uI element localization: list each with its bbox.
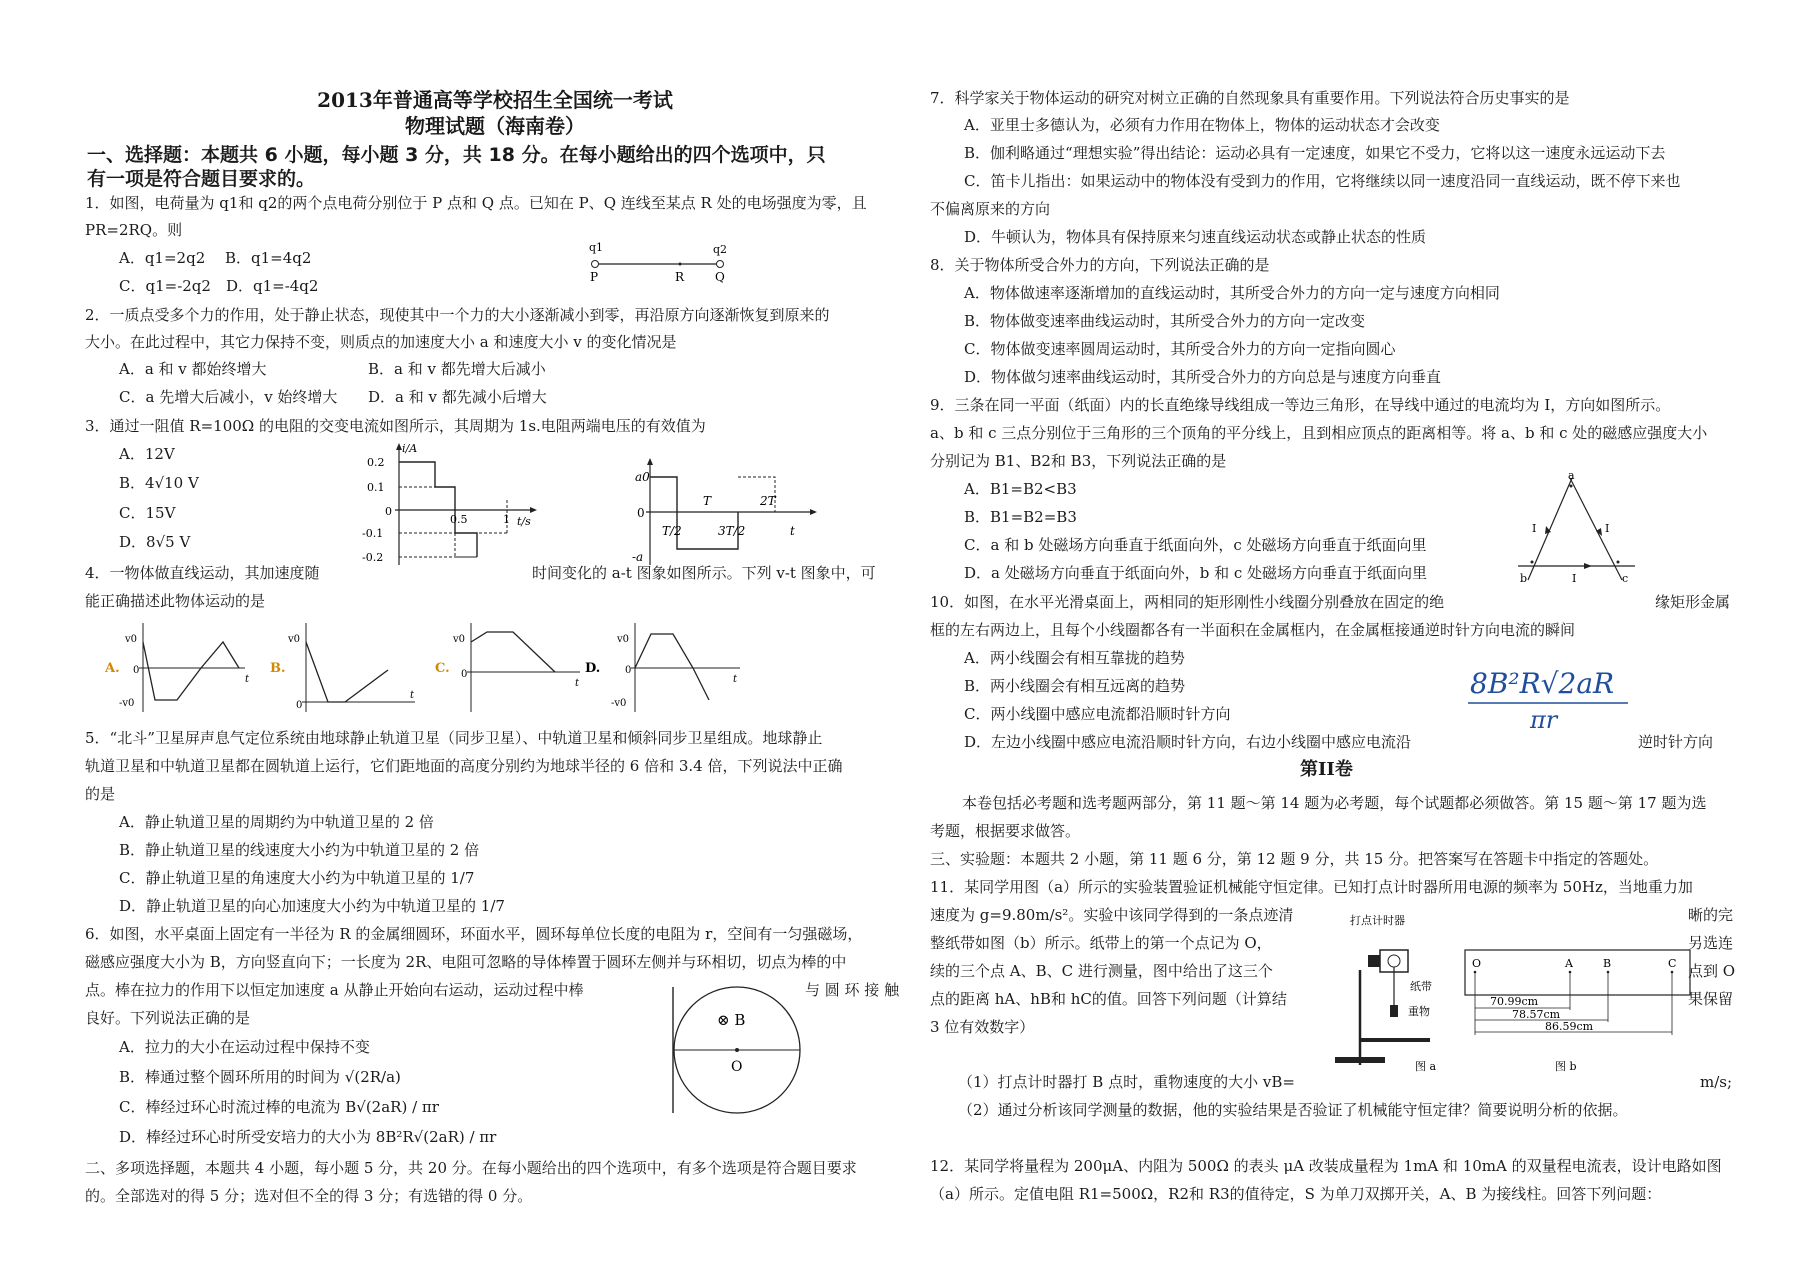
q8-stem: 8．关于物体所受合外力的方向，下列说法正确的是 bbox=[930, 256, 1270, 274]
q1-stem-cont: PR=2RQ。则 bbox=[85, 221, 183, 239]
q10-option-c: C．两小线圈中感应电流都沿顺时针方向 bbox=[964, 705, 1231, 723]
q10-option-b: B．两小线圈会有相互远离的趋势 bbox=[964, 677, 1186, 695]
q4-graph-d bbox=[585, 620, 745, 715]
q9-option-c: C．a 和 b 处磁场方向垂直于纸面向外，c 处磁场方向垂直于纸面向里 bbox=[964, 536, 1427, 554]
q4-label-a0: a0 bbox=[635, 470, 650, 484]
section1-heading: 一、选择题：本题共 6 小题，每小题 3 分，共 18 分。在每小题给出的四个选项中，只 bbox=[87, 144, 826, 166]
q11-stem-cont3-b: 点到 O bbox=[1688, 962, 1736, 980]
q7-option-c: C．笛卡儿指出：如果运动中的物体没有受到力的作用，它将继续以同一速度沿同一直线运动，既不停下来也 bbox=[964, 172, 1681, 190]
q8-option-d: D．物体做匀速率曲线运动时，其所受合外力的方向总是与速度方向垂直 bbox=[964, 368, 1442, 386]
q4-acceleration-graph bbox=[620, 455, 840, 570]
q11-label-tape: 纸带 bbox=[1410, 980, 1432, 993]
q9-stem: 9．三条在同一平面（纸面）内的长直绝缘导线组成一等边三角形，在导线中通过的电流均为 I，方向如图所示。 bbox=[930, 396, 1671, 414]
q10-option-d: D．左边小线圈中感应电流沿顺时针方向，右边小线圈中感应电流沿 bbox=[964, 733, 1412, 751]
q5-option-d: D．静止轨道卫星的向心加速度大小约为中轨道卫星的 1/7 bbox=[119, 897, 505, 915]
q2-option-c: C．a 先增大后减小，v 始终增大 bbox=[119, 388, 338, 406]
q4-label-ma: -a bbox=[632, 550, 644, 564]
q11-label-weight: 重物 bbox=[1408, 1005, 1430, 1018]
q11-sub1: （1）打点计时器打 B 点时，重物速度的大小 vB= bbox=[958, 1073, 1295, 1091]
q11-stem-cont-b: 晰的完 bbox=[1688, 906, 1734, 924]
q4-graph-c bbox=[435, 620, 585, 715]
q4-label-2t: 2T bbox=[760, 494, 776, 508]
q3-tick-05: 0.5 bbox=[450, 513, 468, 526]
q4-graph-d-mv0: -v0 bbox=[611, 698, 627, 709]
q9-option-b: B．B1=B2=B3 bbox=[964, 508, 1077, 526]
q9-option-a: A．B1=B2<B3 bbox=[964, 480, 1077, 498]
q11-stem-cont4: 点的距离 hA、hB和 hC的值。回答下列问题（计算结 bbox=[930, 990, 1287, 1008]
q4-label-taxis: t bbox=[790, 524, 795, 538]
q6-stem-cont2: 点。棒在拉力的作用下以恒定加速度 a 从静止开始向右运动，运动过程中棒 bbox=[85, 981, 584, 999]
q10-option-a: A．两小线圈会有相互靠拢的趋势 bbox=[964, 649, 1185, 667]
q1-stem: 1．如图，电荷量为 q1和 q2的两个点电荷分别位于 P 点和 Q 点。已知在 P、Q 连线至某点 R 处的电场强度为零，且 bbox=[85, 194, 867, 212]
q4-graph-b bbox=[270, 620, 420, 715]
q4-graph-b-label: B. bbox=[270, 661, 286, 676]
q9-label-a: a bbox=[1568, 470, 1575, 482]
q9-triangle-diagram bbox=[1510, 470, 1640, 590]
q11-sub1-unit: m/s; bbox=[1700, 1073, 1733, 1091]
q3-stem: 3．通过一阻值 R=100Ω 的电阻的交变电流如图所示，其周期为 1s.电阻两端电压的有效值为 bbox=[85, 417, 706, 435]
q9-option-d: D．a 处磁场方向垂直于纸面向外，b 和 c 处磁场方向垂直于纸面向里 bbox=[964, 564, 1428, 582]
q3-option-c: C．15V bbox=[119, 504, 176, 522]
q6-option-c: C．棒经过环心时流过棒的电流为 B√(2aR) / πr bbox=[119, 1098, 439, 1116]
q9-stem-cont: a、b 和 c 三点分别位于三角形的三个顶角的平分线上，且到相应顶点的距离相等。将 a、b 和 c 处的磁感应强度大小 bbox=[930, 424, 1708, 442]
q12-stem-cont: （a）所示。定值电阻 R1=500Ω，R2和 R3的值待定，S 为单刀双掷开关，A、B 为接线柱。回答下列问题： bbox=[930, 1185, 1662, 1203]
q1-label-q2: q2 bbox=[713, 243, 728, 256]
q11-stem-cont: 速度为 g=9.80m/s²。实验中该同学得到的一条点迹清 bbox=[930, 906, 1294, 924]
q1-options-ab: A．q1=2q2 B．q1=4q2 bbox=[119, 249, 312, 267]
q4-stem: 4．一物体做直线运动，其加速度随 bbox=[85, 564, 320, 582]
q12-stem: 12．某同学将量程为 200μA、内阻为 500Ω 的表头 μA 改装成量程为 1mA 和 10mA 的双量程电流表，设计电路如图 bbox=[930, 1157, 1722, 1175]
q6-stem-cont2b: 与 圆 环 接 触 bbox=[805, 981, 900, 999]
q11-stem-cont2-b: 另选连 bbox=[1688, 934, 1734, 952]
q2-stem: 2．一质点受多个力的作用，处于静止状态，现使其中一个力的大小逐渐减小到零，再沿原方向逐渐恢复到原来的 bbox=[85, 306, 830, 324]
q11-label-figa: 图 a bbox=[1415, 1060, 1437, 1073]
q4-label-t: T bbox=[703, 494, 712, 508]
q4-graph-a-v0: v0 bbox=[125, 634, 138, 645]
q1-label-p: P bbox=[590, 270, 599, 284]
q4-graph-b-t: t bbox=[410, 690, 415, 701]
q6-field-label: ⊗ B bbox=[717, 1011, 746, 1029]
part2-intro-cont: 考题，根据要求做答。 bbox=[930, 822, 1081, 840]
q8-option-b: B．物体做变速率曲线运动时，其所受合外力的方向一定改变 bbox=[964, 312, 1366, 330]
q4-stem-b: 时间变化的 a-t 图象如图所示。下列 v-t 图象中，可 bbox=[532, 564, 876, 582]
exam-subtitle: 物理试题（海南卷） bbox=[405, 114, 585, 138]
q4-label-3t2: 3T/2 bbox=[718, 524, 746, 538]
q4-graph-a-origin: 0 bbox=[133, 665, 140, 676]
q11-dist-a: 70.99cm bbox=[1490, 995, 1539, 1008]
q1-charge-diagram bbox=[585, 238, 735, 288]
q4-graph-b-v0: v0 bbox=[288, 634, 301, 645]
q2-option-b: B．a 和 v 都先增大后减小 bbox=[368, 360, 546, 378]
q5-option-a: A．静止轨道卫星的周期约为中轨道卫星的 2 倍 bbox=[119, 813, 434, 831]
q9-label-b: b bbox=[1520, 572, 1528, 585]
q4-graph-c-t: t bbox=[575, 678, 580, 689]
q6-stem: 6．如图，水平桌面上固定有一半径为 R 的金属细圆环，环面水平，圆环每单位长度的电阻为 r，空间有一匀强磁场， bbox=[85, 925, 863, 943]
q3-tick-m02: -0.2 bbox=[362, 551, 384, 564]
q11-stem-cont2: 整纸带如图（b）所示。纸带上的第一个点记为 O， bbox=[930, 934, 1272, 952]
q3-tick-01: 0.1 bbox=[367, 481, 385, 494]
q3-tick-m01: -0.1 bbox=[362, 527, 384, 540]
q2-stem-cont: 大小。在此过程中，其它力保持不变，则质点的加速度大小 a 和速度大小 v 的变化情况是 bbox=[85, 333, 677, 351]
q7-option-d: D．牛顿认为，物体具有保持原来匀速直线运动状态或静止状态的性质 bbox=[964, 228, 1427, 246]
q3-tick-02: 0.2 bbox=[367, 456, 385, 469]
q5-stem-cont: 轨道卫星和中轨道卫星都在圆轨道上运行，它们距地面的高度分别约为地球半径的 6 倍和 3.4 倍，下列说法中正确 bbox=[85, 757, 843, 775]
q3-tick-1: 1 bbox=[503, 513, 510, 526]
q4-graph-d-v0: v0 bbox=[617, 634, 630, 645]
section1-heading-cont: 有一项是符合题目要求的。 bbox=[87, 168, 316, 190]
q2-option-a: A．a 和 v 都始终增大 bbox=[119, 360, 267, 378]
q11-tape-c: C bbox=[1668, 957, 1677, 970]
q11-label-figb: 图 b bbox=[1555, 1060, 1577, 1073]
q9-label-c: c bbox=[1622, 572, 1629, 585]
q4-graph-a-t: t bbox=[245, 674, 250, 685]
q7-option-c-cont: 不偏离原来的方向 bbox=[930, 200, 1051, 218]
q9-label-i-left: I bbox=[1532, 522, 1537, 535]
q10-stem-b: 缘矩形金属 bbox=[1655, 593, 1731, 611]
section2-heading-cont: 的。全部选对的得 5 分；选对但不全的得 3 分；有选错的得 0 分。 bbox=[85, 1187, 533, 1205]
q11-stem-cont3: 续的三个点 A、B、C 进行测量，图中给出了这三个 bbox=[930, 962, 1273, 980]
q10-option-d-b: 逆时针方向 bbox=[1638, 733, 1714, 751]
q11-apparatus-diagram bbox=[1320, 910, 1700, 1075]
q5-option-c: C．静止轨道卫星的角速度大小约为中轨道卫星的 1/7 bbox=[119, 869, 475, 887]
q1-label-r: R bbox=[675, 270, 685, 284]
q2-option-d: D．a 和 v 都先减小后增大 bbox=[368, 388, 547, 406]
q6-stem-cont: 磁感应强度大小为 B，方向竖直向下；一长度为 2R、电阻可忽略的导体棒置于圆环左侧并与环相切，切点为棒的中 bbox=[85, 953, 847, 971]
q4-label-origin: 0 bbox=[637, 506, 645, 520]
q11-dist-c: 86.59cm bbox=[1545, 1020, 1594, 1033]
q11-stem: 11．某同学用图（a）所示的实验装置验证机械能守恒定律。已知打点计时器所用电源的频率为 50Hz，当地重力加 bbox=[930, 878, 1693, 896]
q5-option-b: B．静止轨道卫星的线速度大小约为中轨道卫星的 2 倍 bbox=[119, 841, 480, 859]
q11-sub2: （2）通过分析该同学测量的数据，他的实验结果是否验证了机械能守恒定律？简要说明分析的依据。 bbox=[958, 1101, 1628, 1119]
q4-stem-cont: 能正确描述此物体运动的是 bbox=[85, 592, 266, 610]
q4-graph-c-origin: 0 bbox=[461, 669, 468, 680]
q11-tape-o: O bbox=[1472, 957, 1482, 970]
part2-title: 第II卷 bbox=[1300, 759, 1353, 780]
q9-stem-cont2: 分别记为 B1、B2和 B3，下列说法正确的是 bbox=[930, 452, 1227, 470]
q3-xlabel: t/s bbox=[517, 515, 531, 528]
q11-dist-b: 78.57cm bbox=[1512, 1008, 1561, 1021]
q11-tape-a: A bbox=[1565, 957, 1573, 970]
q7-option-a: A．亚里士多德认为，必须有力作用在物体上，物体的运动状态才会改变 bbox=[964, 116, 1440, 134]
q6-center-label: O bbox=[731, 1059, 743, 1075]
q7-option-b: B．伽利略通过“理想实验”得出结论：运动必具有一定速度，如果它不受力，它将以这一速度永远运动下去 bbox=[964, 144, 1666, 162]
section3-heading: 三、实验题：本题共 2 小题，第 11 题 6 分，第 12 题 9 分，共 15 分。把答案写在答题卡中指定的答题处。 bbox=[930, 850, 1659, 868]
q6-ring-diagram bbox=[665, 985, 825, 1115]
q6-option-b: B．棒通过整个圆环所用的时间为 √(2R/a) bbox=[119, 1068, 401, 1086]
q3-option-b: B．4√10 V bbox=[119, 474, 199, 492]
q10-formula-denominator: πr bbox=[1530, 706, 1558, 734]
q1-label-q1: q1 bbox=[589, 241, 604, 254]
q10-stem: 10．如图，在水平光滑桌面上，两相同的矩形刚性小线圈分别叠放在固定的绝 bbox=[930, 593, 1445, 611]
q5-stem: 5．“北斗”卫星屏声息气定位系统由地球静止轨道卫星（同步卫星）、中轨道卫星和倾斜同步卫星组成。地球静止 bbox=[85, 729, 823, 747]
q10-formula bbox=[1460, 665, 1635, 735]
q5-stem-cont2: 的是 bbox=[85, 785, 116, 803]
q4-graph-d-origin: 0 bbox=[625, 665, 632, 676]
q4-graph-d-label: D. bbox=[585, 661, 601, 676]
q3-tick-0: 0 bbox=[385, 505, 392, 518]
q8-option-c: C．物体做变速率圆周运动时，其所受合外力的方向一定指向圆心 bbox=[964, 340, 1396, 358]
q1-options-cd: C．q1=-2q2 D．q1=-4q2 bbox=[119, 277, 319, 295]
q4-graph-d-t: t bbox=[733, 674, 738, 685]
part2-intro: 本卷包括必考题和选考题两部分，第 11 题～第 14 题为必考题，每个试题都必须做答。第 15 题～第 17 题为选 bbox=[962, 794, 1707, 812]
q9-label-i-right: I bbox=[1605, 522, 1610, 535]
q4-label-t2: T/2 bbox=[662, 524, 682, 538]
q11-stem-cont5: 3 位有效数字） bbox=[930, 1018, 1035, 1036]
q1-label-q: Q bbox=[715, 270, 725, 284]
q4-graph-c-v0: v0 bbox=[453, 634, 466, 645]
q11-stem-cont4-b: 果保留 bbox=[1688, 990, 1734, 1008]
q4-graph-c-label: C. bbox=[435, 661, 450, 676]
q4-graph-a bbox=[105, 620, 255, 715]
q3-option-d: D．8√5 V bbox=[119, 533, 191, 551]
q4-graph-b-origin: 0 bbox=[296, 700, 303, 711]
q6-option-d: D．棒经过环心时所受安培力的大小为 8B²R√(2aR) / πr bbox=[119, 1128, 497, 1146]
q6-stem-cont3: 良好。下列说法正确的是 bbox=[85, 1009, 251, 1027]
q10-formula-numerator: 8B²R√2aR bbox=[1470, 667, 1615, 700]
q11-tape-b: B bbox=[1603, 957, 1612, 970]
q3-option-a: A．12V bbox=[119, 445, 175, 463]
q6-option-a: A．拉力的大小在运动过程中保持不变 bbox=[119, 1038, 370, 1056]
q9-label-i-bottom: I bbox=[1572, 572, 1577, 585]
q10-stem-cont: 框的左右两边上，且每个小线圈都各有一半面积在金属框内，在金属框接通逆时针方向电流的瞬间 bbox=[930, 621, 1576, 639]
q4-graph-a-label: A. bbox=[105, 661, 120, 676]
q3-ylabel: i/A bbox=[402, 442, 418, 455]
q4-graph-a-mv0: -v0 bbox=[119, 698, 135, 709]
section2-heading: 二、多项选择题，本题共 4 小题，每小题 5 分，共 20 分。在每小题给出的四个选项中，有多个选项是符合题目要求 bbox=[85, 1159, 857, 1177]
q11-label-timer: 打点计时器 bbox=[1350, 914, 1405, 927]
exam-title: 2013年普通高等学校招生全国统一考试 bbox=[317, 88, 673, 112]
q8-option-a: A．物体做速率逐渐增加的直线运动时，其所受合外力的方向一定与速度方向相同 bbox=[964, 284, 1500, 302]
q3-current-graph bbox=[357, 440, 542, 570]
q7-stem: 7．科学家关于物体运动的研究对树立正确的自然现象具有重要作用。下列说法符合历史事实的是 bbox=[930, 89, 1570, 107]
